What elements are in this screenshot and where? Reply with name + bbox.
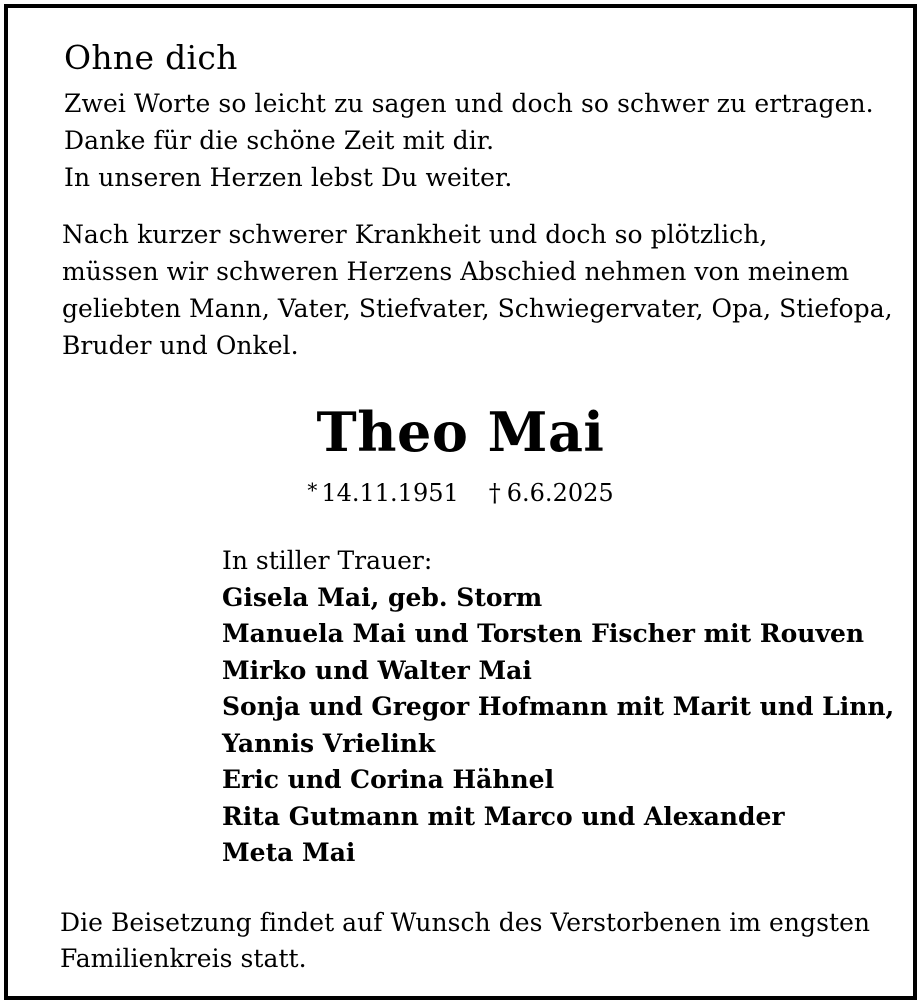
life-dates	[8, 474, 913, 509]
poem-line: In unseren Herzen lebst Du weiter.	[64, 163, 513, 192]
death-symbol: †	[488, 479, 501, 507]
mourner-name: Mirko und Walter Mai	[222, 655, 532, 685]
intro-line: geliebten Mann, Vater, Stiefvater, Schwiegervater, Opa, Stiefopa,	[62, 294, 893, 323]
intro-text	[62, 216, 893, 364]
poem-line: Danke für die schöne Zeit mit dir.	[64, 126, 495, 155]
mourners-label: In stiller Trauer:	[222, 546, 433, 575]
mourner-name: Eric und Corina Hähnel	[222, 765, 555, 794]
notice-border	[4, 4, 917, 1000]
notice-heading: Ohne dich	[64, 38, 238, 77]
mourner-name: Gisela Mai, geb. Storm	[222, 582, 543, 612]
intro-line: Nach kurzer schwerer Krankheit und doch so plötzlich,	[62, 220, 768, 249]
poem-line: Zwei Worte so leicht zu sagen und doch so schwer zu ertragen.	[64, 89, 874, 118]
closing-line: Die Beisetzung findet auf Wunsch des Verstorbenen im engsten	[60, 908, 871, 937]
mourners-list	[222, 543, 894, 872]
mourner-name: Rita Gutmann mit Marco und Alexander	[222, 801, 785, 831]
mourner-name: Meta Mai	[222, 838, 356, 867]
closing-line: Familienkreis statt.	[60, 944, 307, 973]
intro-line: müssen wir schweren Herzens Abschied nehmen von meinem	[62, 257, 850, 286]
mourner-name: Manuela Mai und Torsten Fischer mit Rouven	[222, 619, 865, 648]
poem-text	[64, 85, 874, 196]
birth-date: 14.11.1951	[321, 479, 459, 507]
deceased-name: Theo Mai	[316, 400, 605, 464]
intro-line: Bruder und Onkel.	[62, 331, 299, 360]
obituary-notice	[8, 8, 913, 996]
closing-text	[60, 905, 870, 977]
mourner-name: Yannis Vrielink	[222, 728, 436, 758]
death-date: 6.6.2025	[506, 479, 614, 507]
birth-symbol: *	[307, 478, 318, 502]
mourner-name: Sonja und Gregor Hofmann mit Marit und Linn,	[222, 692, 895, 721]
